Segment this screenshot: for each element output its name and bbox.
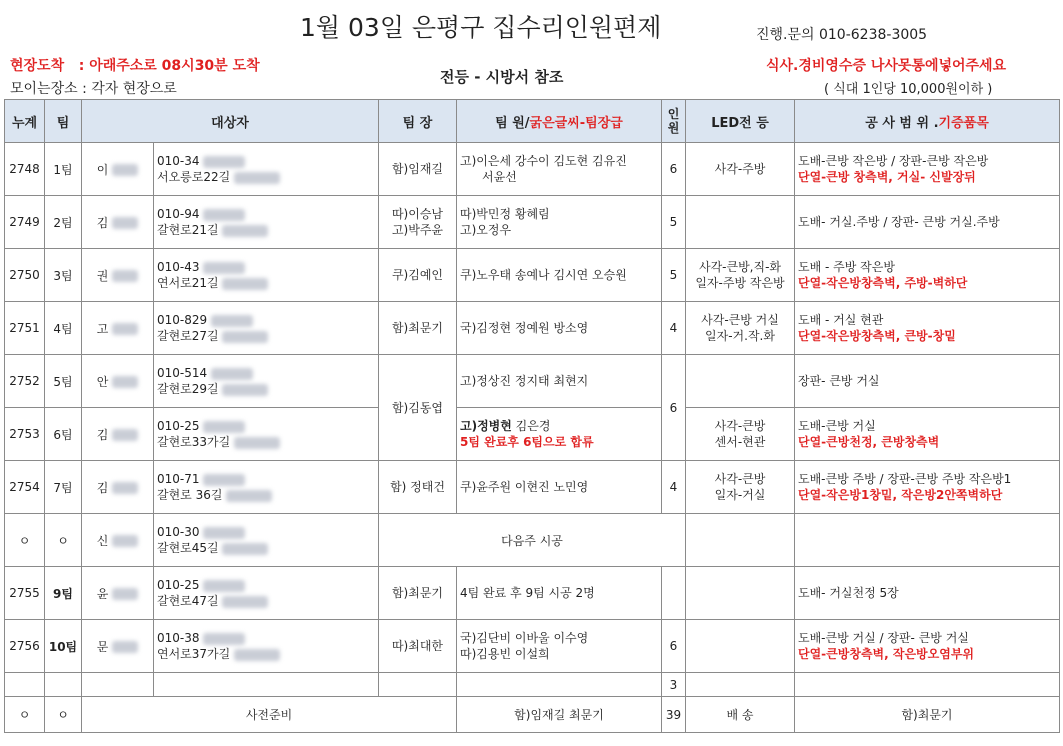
target-address: 서오릉로22길 [157,169,375,185]
scope-line: 장판- 큰방 거실 [798,374,880,388]
count-cell: 4 [669,321,678,335]
table-row [5,514,1060,567]
sheet [4,2,1059,740]
col-cum: 누계 [5,100,45,143]
target-name: 권 [96,268,109,283]
col-leader: 팀 장 [379,100,457,143]
table-row [5,143,1060,196]
cum-cell: ㅇ [18,533,31,548]
scope-line: 도배 - 거실 현관 [798,313,884,327]
scope-red-line: 단열-작은방창측벽, 주방-벽하단 [798,276,968,290]
redacted-address [222,596,268,608]
table-row [5,302,1060,355]
cum-cell: 2750 [9,268,40,282]
cum-cell: 2748 [9,162,40,176]
target-phone: 010-34 [157,153,375,169]
table-row [5,408,1060,461]
target-address: 갈현로21길 [157,222,375,238]
count-cell: 4 [669,480,678,494]
redacted-name [112,217,138,229]
target-name: 이 [96,162,109,177]
scope-line: 도배- 거실천정 5장 [798,586,899,600]
led-line: 사각-큰방 [714,419,766,433]
redacted-phone [203,580,245,592]
target-phone: 010-43 [157,259,375,275]
members-line: 국)김단비 이바울 이수영 [460,631,589,645]
scope-red-line: 단열-작은방창측벽, 큰방-창밑 [798,329,956,343]
footer-delivery-person: 함)최문기 [901,708,953,722]
col-target: 대상자 [82,100,379,143]
scope-line: 도배-큰방 작은방 / 장판-큰방 작은방 [798,154,989,168]
target-name: 고 [96,321,109,336]
table-header-row [5,100,1060,143]
redacted-name [112,270,138,282]
col-count: 인원 [662,100,686,143]
redacted-phone [211,368,253,380]
table-row [5,673,1060,697]
target-address: 갈현로47길 [157,593,375,609]
team-cell: 9팀 [53,586,73,601]
cum-cell: 2754 [9,480,40,494]
led-line: 사각-큰방 거실 [701,313,779,327]
redacted-name [112,588,138,600]
target-address: 갈현로 36길 [157,487,375,503]
redacted-address [234,437,280,449]
redacted-phone [203,262,245,274]
target-address: 갈현로29길 [157,381,375,397]
redacted-phone [203,474,245,486]
scope-red-line: 단열-큰방천정, 큰방창측벽 [798,435,940,449]
team-cell: 7팀 [53,480,73,495]
scope-line: 도배- 거실.주방 / 장판- 큰방 거실.주방 [798,215,1000,229]
footer-team: ㅇ [57,708,69,722]
cum-cell: 2752 [9,374,40,388]
leader-cell: 따)최대한 [391,639,444,653]
arrival-notice: 현장도착 : 아래주소로 08시30분 도착 [10,58,260,74]
target-name: 김 [96,480,109,495]
leader-cell: 함)임재길 [391,162,444,176]
receipt-notice: 식사.경비영수증 나사못통에넣어주세요 [766,58,1007,74]
led-line: 사각-큰방 [714,472,766,486]
scope-line: 도배-큰방 거실 [798,419,876,433]
scope-line: 도배-큰방 주방 / 장판-큰방 주방 작은방1 [798,472,1012,486]
count-cell: 5 [669,215,678,229]
redacted-address [222,384,268,396]
cum-cell: 2755 [9,586,40,600]
redacted-phone [211,315,253,327]
led-line: 일자-거실 [714,488,766,502]
leader-cell: 따)이승남 고)박주윤 [391,207,444,237]
redacted-name [112,376,138,388]
redacted-address [222,278,268,290]
redacted-address [222,225,268,237]
members-line: 쿠)윤주원 이현진 노민영 [460,480,589,494]
count-cell: 3 [669,677,678,692]
members-line: 4팀 완료 후 9팀 시공 2명 [460,586,595,600]
target-address: 갈현로45길 [157,540,375,556]
redacted-address [234,172,280,184]
scope-line: 도배 - 주방 작은방 [798,260,895,274]
team-cell: 2팀 [53,215,73,230]
redacted-name [112,429,138,441]
scope-red-line: 단열-큰방 창측벽, 거실- 신발장뒤 [798,170,976,184]
count-cell: 5 [669,268,678,282]
gather-place: 모이는장소 : 각자 현장으로 [10,81,177,97]
redacted-phone [203,209,245,221]
cum-cell: 2756 [9,639,40,653]
team-cell: 4팀 [53,321,73,336]
footer-cum: ㅇ [18,708,31,722]
meal-limit: ( 식대 1인당 10,000원이하 ) [824,82,993,97]
redacted-name [112,323,138,335]
count-cell: 6 [669,639,678,653]
members-line: 고)이은세 강수이 김도현 김유진 [460,154,627,168]
members-cell: 고)정병현 김은경 [460,419,551,433]
members-line: 고)오정우 [460,223,512,237]
col-scope: 공 사 범 위 .기증품목 [795,100,1060,143]
table-row [5,196,1060,249]
members-line: 서윤선 [482,170,517,184]
led-line: 센서-현관 [714,435,766,449]
target-name: 김 [96,215,109,230]
footer-leaders: 함)임재길 최문기 [514,708,604,722]
scope-red-line: 단열-큰방창측벽, 작은방오염부위 [798,647,975,661]
members-line: 쿠)노우태 송예나 김시연 오승원 [460,268,627,282]
col-members: 팀 원/굵은글씨-팀장급 [457,100,662,143]
col-led: LED전 등 [686,100,795,143]
count-cell: 6 [669,400,678,415]
redacted-name [112,535,138,547]
team-cell: 1팀 [53,162,73,177]
redacted-address [234,649,280,661]
team-table [4,99,1060,733]
led-line: 사각-큰방,직-화 [698,260,782,274]
target-address: 연서로37가길 [157,646,375,662]
members-note: 5팀 완료후 6팀으로 합류 [460,435,594,449]
led-line: 일자-주방 작은방 [695,276,785,290]
note-cell: 다음주 시공 [501,533,563,548]
leader-cell: 함) 정태건 [390,480,445,494]
members-line: 국)김정현 정예원 방소영 [460,321,589,335]
redacted-address [226,490,272,502]
table-row [5,620,1060,673]
contact-info: 진행.문의 010-6238-3005 [756,27,928,43]
target-name: 안 [96,374,109,389]
leader-cell: 함)최문기 [391,586,444,600]
redacted-address [222,331,268,343]
scope-line: 도배-큰방 거실 / 장판- 큰방 거실 [798,631,969,645]
redacted-phone [203,156,245,168]
col-team: 팀 [45,100,82,143]
target-phone: 010-38 [157,630,375,646]
target-phone: 010-94 [157,206,375,222]
reference-note: 전등 - 시방서 참조 [440,68,564,86]
cum-cell: 2749 [9,215,40,229]
footer-count: 39 [665,707,682,722]
target-phone: 010-30 [157,524,375,540]
leader-cell: 함)최문기 [391,321,444,335]
page-title: 1월 03일 은평구 집수리인원편제 [300,13,662,42]
members-line: 따)김용빈 이설희 [460,647,550,661]
redacted-phone [203,421,245,433]
target-phone: 010-829 [157,312,375,328]
leader-cell: 쿠)김예인 [391,268,444,282]
team-cell: ㅇ [57,533,69,548]
target-name: 문 [96,639,109,654]
table-row [5,461,1060,514]
team-cell: 6팀 [53,427,73,442]
members-line: 따)박민정 황혜림 [460,207,550,221]
table-row [5,355,1060,408]
redacted-name [112,164,138,176]
target-name: 윤 [96,586,109,601]
redacted-phone [203,633,245,645]
target-name: 김 [96,427,109,442]
count-cell: 6 [669,162,678,176]
target-address: 갈현로27길 [157,328,375,344]
target-phone: 010-25 [157,577,375,593]
team-cell: 5팀 [53,374,73,389]
team-cell: 3팀 [53,268,73,283]
redacted-name [112,641,138,653]
scope-red-line: 단열-작은방1창밑, 작은방2안쪽벽하단 [798,488,1003,502]
footer-row [5,697,1060,733]
table-row [5,567,1060,620]
members-line: 고)정상진 정지태 최현지 [460,374,589,388]
cum-cell: 2753 [9,427,40,441]
cum-cell: 2751 [9,321,40,335]
target-phone: 010-71 [157,471,375,487]
footer-prep: 사전준비 [245,708,293,722]
target-address: 연서로21길 [157,275,375,291]
led-line: 일자-거.작.화 [705,329,775,343]
redacted-phone [203,527,245,539]
table-row [5,249,1060,302]
footer-delivery: 배 송 [726,708,754,722]
redacted-address [222,543,268,555]
target-name: 신 [96,533,109,548]
target-phone: 010-25 [157,418,375,434]
redacted-name [112,482,138,494]
target-phone: 010-514 [157,365,375,381]
target-address: 갈현로33가길 [157,434,375,450]
leader-cell: 함)김동엽 [391,401,444,415]
led-line: 사각-주방 [714,162,766,176]
team-cell: 10팀 [48,639,78,654]
